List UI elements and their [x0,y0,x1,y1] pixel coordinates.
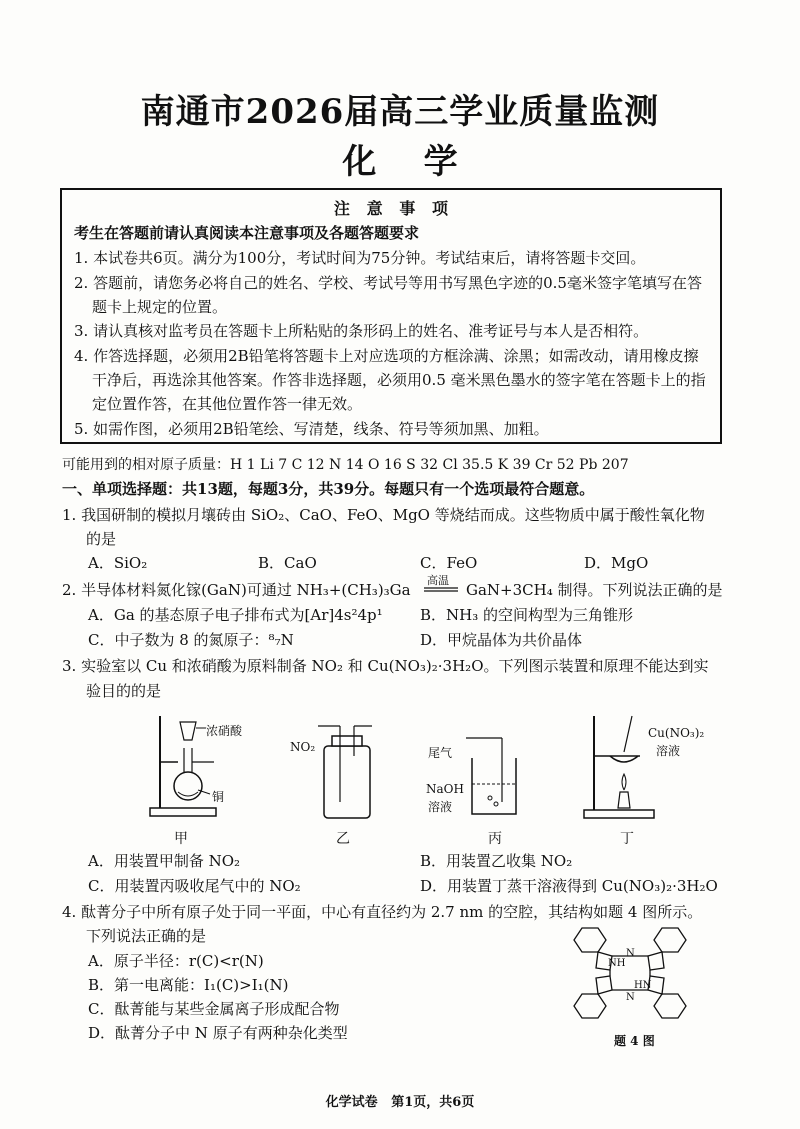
phthalocyanine-structure [568,922,698,1032]
q4-stem-cont: 下列说法正确的是 [86,927,207,945]
atomic-masses: 可能用到的相对原子质量：H 1 Li 7 C 12 N 14 O 16 S 32 Cl 35.5 K 39 Cr 52 Pb 207 [62,457,629,473]
notice-item: 3. 请认真核对监考员在答题卡上所粘贴的条形码上的姓名、准考证号与本人是否相符。 [74,322,649,340]
notice-item: 1. 本试卷共6页。满分为100分，考试时间为75分钟。考试结束后，请将答题卡交回。 [74,249,646,267]
q1-option-d: D．MgO [584,554,649,572]
q1-option-c: C．FeO [420,554,478,572]
caption-jia: 甲 [174,831,188,847]
notice-title: 注 意 事 项 [333,199,449,218]
q2-reaction-arrow [424,587,460,593]
label-cu-nitrate: Cu(NO₃)₂ [648,726,705,740]
subject-title: 化 学 [342,142,458,182]
notice-item: 2. 答题前，请您务必将自己的姓名、学校、考试号等用书写黑色字迹的0.5毫米签字笔填写在答 [74,274,702,292]
q3-option-a: A．用装置甲制备 NO₂ [88,852,241,870]
q3-option-b: B．用装置乙收集 NO₂ [420,852,573,870]
q1-stem: 1. 我国研制的模拟月壤砖由 SiO₂、CaO、FeO、MgO 等烧结而成。这些物质中属于酸性氧化物 [62,506,705,524]
label-copper: 铜 [212,790,225,804]
q4-option-d: D．酞菁分子中 N 原子有两种杂化类型 [88,1024,348,1042]
figure-caption: 题 4 图 [614,1034,655,1048]
caption-ding: 丁 [620,831,634,847]
q3-option-c: C．用装置丙吸收尾气中的 NO₂ [88,877,301,895]
q2-option-c: C．中子数为 8 的氮原子：⁸₇N [88,631,294,649]
q2-stem-pre: 2. 半导体材料氮化镓(GaN)可通过 NH₃+(CH₃)₃Ga [62,581,411,599]
label-n-bottom: N [626,992,635,1003]
notice-item: 定位置作答，在其他位置作答一律无效。 [92,395,363,413]
q4-option-a: A．原子半径：r(C)<r(N) [88,952,264,970]
label-hn: HN [634,980,652,991]
q2-reaction-condition: 高温 [427,574,449,587]
section-heading: 一、单项选择题：共13题，每题3分，共39分。每题只有一个选项最符合题意。 [62,480,595,498]
q2-option-b: B．NH₃ 的空间构型为三角锥形 [420,606,634,624]
notice-box [60,188,722,444]
apparatus-bing [466,722,536,822]
caption-yi: 乙 [336,831,350,847]
page-title: 南通市2026届高三学业质量监测 [140,92,660,132]
q1-stem-cont: 的是 [86,530,117,548]
caption-bing: 丙 [488,831,502,847]
q3-stem-cont: 验目的的是 [86,682,162,700]
page-footer: 化学试卷 第1页，共6页 [325,1095,475,1110]
notice-item: 5. 如需作图，必须用2B铅笔绘、写清楚，线条、符号等须加黑、加粗。 [74,420,549,438]
label-conc-nitric-acid: 浓硝酸 [206,724,243,738]
q2-stem-post: GaN+3CH₄ 制得。下列说法正确的是 [466,581,723,599]
label-tail-gas: 尾气 [428,746,453,760]
notice-item: 4. 作答选择题，必须用2B铅笔将答题卡上对应选项的方框涂满、涂黑；如需改动，请用橡皮擦 [74,347,699,365]
q1-option-b: B．CaO [258,554,317,572]
q3-option-d: D．用装置丁蒸干溶液得到 Cu(NO₃)₂·3H₂O [420,877,718,895]
q4-option-b: B．第一电离能：I₁(C)>I₁(N) [88,976,289,994]
label-no2: NO₂ [290,740,316,754]
label-naoh: NaOH [426,782,464,796]
label-cu-nitrate-solution: 溶液 [656,744,681,758]
q2-option-d: D．甲烷晶体为共价晶体 [420,631,583,649]
label-n-top: N [626,948,635,959]
apparatus-yi [318,722,378,822]
label-nh: NH [608,958,626,969]
q4-option-c: C．酞菁能与某些金属离子形成配合物 [88,1000,340,1018]
q4-stem: 4. 酞菁分子中所有原子处于同一平面，中心有直径约为 2.7 nm 的空腔，其结构如题 4 图所示。 [62,903,703,921]
notice-lead: 考生在答题前请认真阅读本注意事项及各题答题要求 [74,224,420,242]
q3-stem: 3. 实验室以 Cu 和浓硝酸为原料制备 NO₂ 和 Cu(NO₃)₂·3H₂O。下列图示装置和原理不能达到实 [62,657,709,675]
label-naoh-solution: 溶液 [428,800,453,814]
q2-option-a: A．Ga 的基态原子电子排布式为[Ar]4s²4p¹ [88,606,383,624]
notice-item: 题卡上规定的位置。 [92,298,228,316]
notice-item: 干净后，再选涂其他答案。作答非选择题，必须用0.5 毫米黑色墨水的签字笔在答题卡上的指 [92,371,706,389]
q1-option-a: A．SiO₂ [88,554,148,572]
